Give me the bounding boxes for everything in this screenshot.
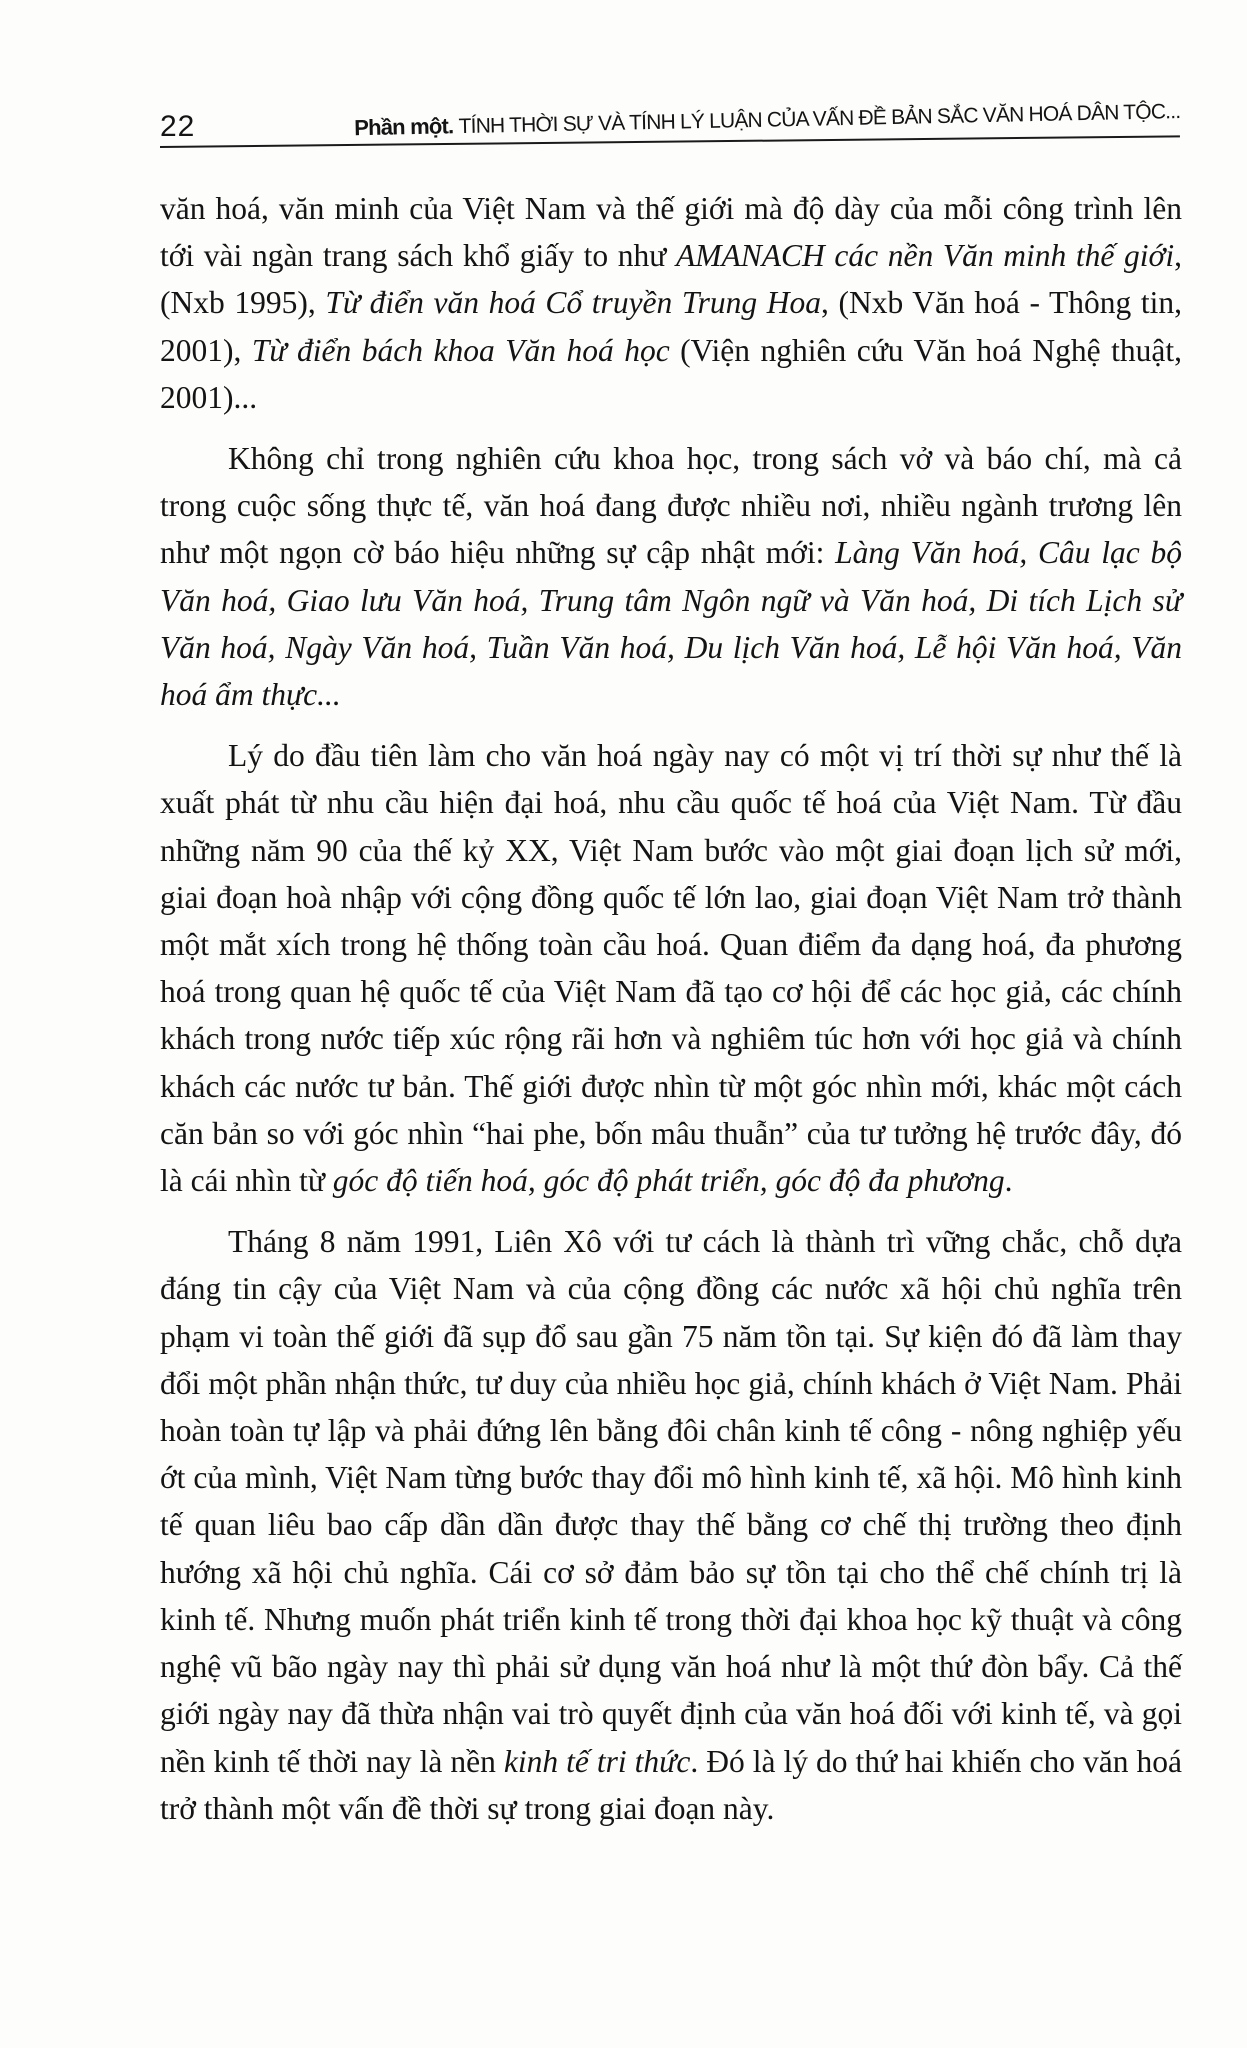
text-run: Tháng 8 năm 1991, Liên Xô với tư cách là thành trì vững chắc, chỗ dựa đáng tin cậy của Việt Nam và của cộng đồng các nước xã hội chủ nghĩa trên phạm vi toàn thế giới đã sụp đổ sau gần 75 năm tồn tại. Sự kiện đó đã làm thay đổi một phần nhận thức, tư duy của nhiều học giả, chính khách ở Việt Nam. Phải hoàn toàn tự lập và phải đứng lên bằng đôi chân kinh tế công - nông nghiệp yếu ớt của mình, Việt Nam từng bước thay đổi mô hình kinh tế, xã hội. Mô hình kinh tế quan liêu bao cấp dần dần được thay thế bằng cơ chế thị trường theo định hướng xã hội chủ nghĩa. Cái cơ sở đảm bảo sự tồn tại cho thể chế chính trị là kinh tế. Nhưng muốn phát triển kinh tế trong thời đại khoa học kỹ thuật và công nghệ vũ bão ngày nay thì phải sử dụng văn hoá như là một thứ đòn bẩy. Cả thế giới ngày nay đã thừa nhận vai trò quyết định của văn hoá đối với kinh tế, và gọi nền kinh tế thời nay là nền [160, 1224, 1182, 1779]
text-run: (Viện nghiên cứu Văn hoá Nghệ thuật, 2001)... [160, 332, 1182, 415]
text-run: . Đó là lý do thứ hai khiến cho văn hoá trở thành một vấn đề thời sự trong giai đoạn này. [160, 1743, 1182, 1826]
italic-text: Từ điển bách khoa Văn hoá học [251, 332, 670, 368]
italic-text: Làng Văn hoá, Câu lạc bộ Văn hoá, Giao lưu Văn hoá, Trung tâm Ngôn ngữ và Văn hoá, Di tích Lịch sử Văn hoá, Ngày Văn hoá, Tuần Văn hoá, Du lịch Văn hoá, Lễ hội Văn hoá, Văn hoá ẩm thực... [160, 535, 1182, 713]
text-run: , (Nxb 1995), [160, 238, 1182, 321]
body-text [160, 185, 1182, 1846]
text-run: Không chỉ trong nghiên cứu khoa học, trong sách vở và báo chí, mà cả trong cuộc sống thực tế, văn hoá đang được nhiều nơi, nhiều ngành trương lên như một ngọn cờ báo hiệu những sự cập nhật mới: [160, 441, 1182, 571]
italic-text: Từ điển văn hoá Cổ truyền Trung Hoa [325, 285, 822, 321]
text-run: . [1004, 1163, 1013, 1199]
italic-text: góc độ tiến hoá, góc độ phát triển, góc độ đa phương [332, 1163, 1005, 1199]
paragraph [160, 732, 1182, 1204]
italic-text: kinh tế tri thức [503, 1743, 691, 1779]
text-run: văn hoá, văn minh của Việt Nam và thế giới mà độ dày của mỗi công trình lên tới vài ngàn trang sách khổ giấy to như [160, 191, 1182, 274]
paragraph [160, 1218, 1182, 1832]
text-run: , (Nxb Văn hoá - Thông tin, 2001), [160, 285, 1183, 368]
text-run: Lý do đầu tiên làm cho văn hoá ngày nay có một vị trí thời sự như thế là xuất phát từ nhu cầu hiện đại hoá, nhu cầu quốc tế hoá của Việt Nam. Từ đầu những năm 90 của thế kỷ XX, Việt Nam bước vào một giai đoạn lịch sử mới, giai đoạn hoà nhập với cộng đồng quốc tế lớn lao, giai đoạn Việt Nam trở thành một mắt xích trong hệ thống toàn cầu hoá. Quan điểm đa dạng hoá, đa phương hoá trong quan hệ quốc tế của Việt Nam đã tạo cơ hội để các học giả, các chính khách trong nước tiếp xúc rộng rãi hơn và nghiêm túc hơn với học giả và chính khách các nước tư bản. Thế giới được nhìn từ một góc nhìn mới, khác một cách căn bản so với góc nhìn “hai phe, bốn mâu thuẫn” của tư tưởng hệ trước đây, đó là cái nhìn từ [160, 738, 1182, 1199]
running-head [354, 98, 1181, 141]
running-head-part: Phần một. [353, 113, 454, 141]
page-number: 22 [160, 110, 196, 143]
paragraph [160, 185, 1182, 421]
italic-text: AMANACH các nền Văn minh thế giới [676, 238, 1175, 274]
running-head-title: TÍNH THỜI SỰ VÀ TÍNH LÝ LUẬN CỦA VẤN ĐỀ BẢN SẮC VĂN HOÁ DÂN TỘC... [458, 100, 1181, 139]
paragraph [160, 435, 1182, 718]
